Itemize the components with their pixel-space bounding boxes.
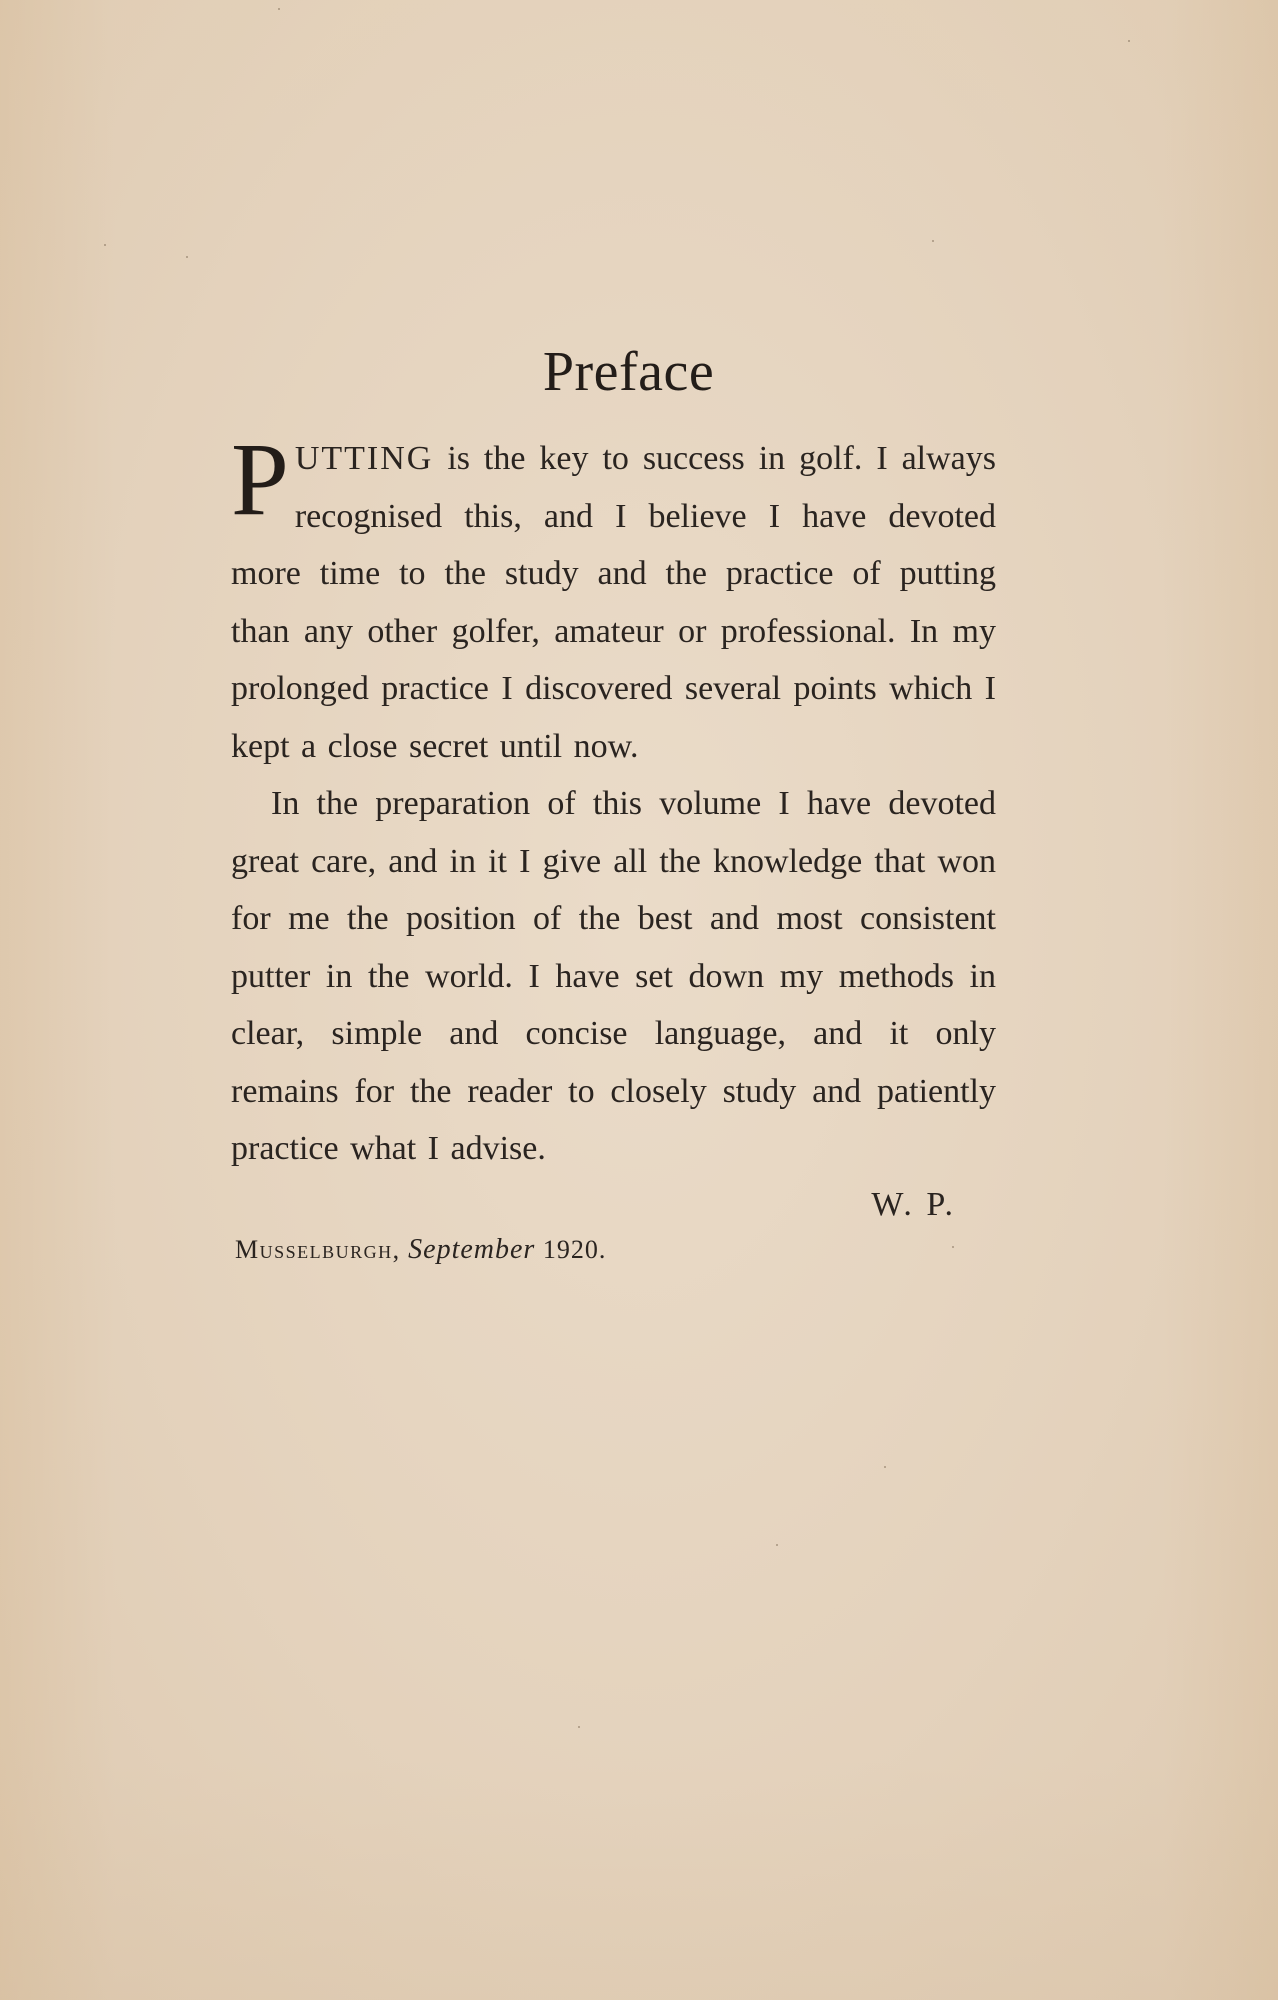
drop-cap: P [231, 422, 289, 537]
paragraph-lead-word: UTTING [294, 440, 434, 477]
paper-speck [278, 8, 280, 10]
preface-paragraph-2: In the preparation of this volume I have devoted great care, and in it I give all the knowledge that won for me the position of the best and most consistent putter in the world. I have set down my methods in clear, simple and concise language, and it only remains for the reader to closely study and patiently practice what I advise. [231, 785, 996, 1167]
preface-text-block [231, 340, 996, 1266]
author-initials: W. P. [871, 1185, 956, 1223]
paper-speck [776, 1544, 778, 1546]
dateline-year: 1920. [542, 1234, 607, 1264]
preface-paragraph-1 [231, 422, 996, 775]
page-title: Preface [542, 341, 715, 403]
paragraph-1-text: is the key to success in golf. I always recognised this, and I believe I have devoted more time to the study and the practice of putting than any other golfer, amateur or professional. In my prolonged practice I discovered several points which I kept a close secret until now. [231, 440, 996, 765]
paper-speck [1128, 40, 1130, 42]
dateline-month: September [408, 1233, 536, 1265]
paper-speck [578, 1726, 580, 1728]
paper-speck [104, 244, 106, 246]
paper-speck [186, 256, 188, 258]
paper-speck [884, 1466, 886, 1468]
dateline [235, 1234, 996, 1266]
dateline-place: Musselburgh, [235, 1234, 401, 1264]
paper-speck [932, 240, 934, 242]
